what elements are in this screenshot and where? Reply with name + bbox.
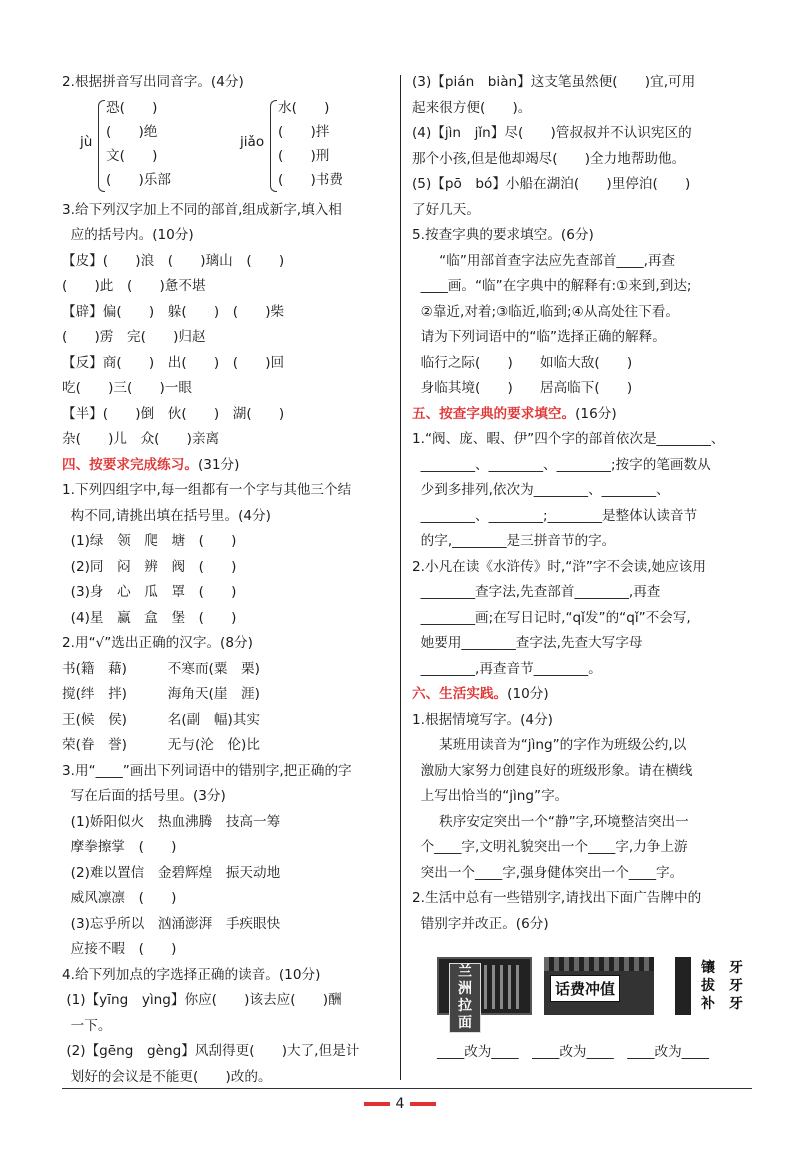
text-line: 【皮】( )浪 ( )璃山 ( ) bbox=[62, 252, 285, 269]
text-line: ____画。“临”在字典中的解释有:①来到,到达; bbox=[412, 278, 692, 294]
signboard-noodles bbox=[437, 957, 532, 1031]
text-line: 【辟】偏( ) 躲( ) ( )柴 bbox=[62, 303, 285, 320]
text-line: (3)忘乎所以 汹涌澎湃 手疾眼快 bbox=[62, 915, 281, 932]
page-number: 4 bbox=[395, 1096, 405, 1112]
brace-item: 水( ) bbox=[278, 99, 330, 116]
text-line: (3)【pián biàn】这支笔虽然便( )宜,可用 bbox=[412, 74, 696, 90]
text-line: 1.“阀、庞、暇、伊”四个字的部首依次是________、 bbox=[412, 431, 725, 447]
text-line: 3.给下列汉字加上不同的部首,组成新字,填入相 bbox=[62, 201, 342, 218]
section-4-title: 四、按要求完成练习。(31分) bbox=[62, 456, 240, 473]
signboard-dental bbox=[675, 957, 767, 1015]
text-line: 的字,________是三拼音节的字。 bbox=[412, 533, 616, 549]
text-line: 临行之际( ) 如临大敌( ) bbox=[412, 354, 633, 371]
brace-item: ( )书费 bbox=[278, 171, 343, 188]
text-line: 吃( )三( )一眼 bbox=[62, 380, 192, 396]
text-line: ________、________、________;按字的笔画数从 bbox=[412, 456, 711, 473]
jiao-brace bbox=[270, 100, 277, 192]
text-line: 一下。 bbox=[62, 1017, 112, 1034]
text-line: 那个小孩,但是他却竭尽( )全力地帮助他。 bbox=[412, 150, 686, 167]
text-line: 1.根据情境写字。(4分) bbox=[412, 711, 553, 728]
sign-phone-text: 话费冲值 bbox=[550, 975, 620, 1002]
text-line: (1)绿 领 爬 塘 ( ) bbox=[62, 533, 237, 549]
text-line: (2)同 闷 辨 阀 ( ) bbox=[62, 558, 237, 575]
section-5-title: 五、按查字典的要求填空。(16分) bbox=[412, 405, 617, 422]
text-line: 摩拳擦掌 ( ) bbox=[62, 839, 177, 855]
sign-phone-decor bbox=[544, 957, 654, 971]
text-line: 2.用“√”选出正确的汉字。(8分) bbox=[62, 635, 253, 651]
text-line: ________查字法,先查部首________,再查 bbox=[412, 584, 661, 600]
text-line: 【半】( )倒 伙( ) 湖( ) bbox=[62, 405, 285, 422]
text-line: ________、________;________是整体认读音节 bbox=[412, 507, 698, 524]
text-line: 上写出恰当的“jìng”字。 bbox=[412, 788, 569, 804]
text-line: 突出一个____字,强身健体突出一个____字。 bbox=[412, 864, 684, 881]
right-column bbox=[412, 70, 757, 937]
text-line: 划好的会议是不能更( )改的。 bbox=[62, 1068, 272, 1085]
text-line: ________画;在写日记时,“qǐ发”的“qǐ”不会写, bbox=[412, 609, 691, 626]
text-line: ( )此 ( )惫不堪 bbox=[62, 278, 206, 294]
text-line: 写在后面的括号里。(3分) bbox=[62, 788, 226, 804]
text-line: 起来很方便( )。 bbox=[412, 99, 532, 116]
sign-dental-text: 镶 牙 拔 牙 补 牙 bbox=[701, 960, 743, 1012]
text-line: 荣(眷 誉) 无与(沦 伦)比 bbox=[62, 737, 260, 753]
text-line: 搅(绊 拌) 海角天(崖 涯) bbox=[62, 686, 260, 702]
text-line: 5.按查字典的要求填空。(6分) bbox=[412, 227, 594, 243]
text-line: 王(候 侯) 名(副 幅)其实 bbox=[62, 711, 260, 728]
brace-item: ( )绝 bbox=[106, 123, 158, 140]
signboards bbox=[437, 957, 767, 1031]
text-line: (5)【pō bó】小船在湖泊( )里停泊( ) bbox=[412, 176, 691, 192]
footer-rule bbox=[62, 1088, 752, 1089]
text-line: “临”用部首查字法应先查部首____,再查 bbox=[412, 252, 676, 269]
text-line: 1.下列四组字中,每一组都有一个字与其他三个结 bbox=[62, 482, 352, 498]
text-line: 激励大家努力创建良好的班级形象。请在横线 bbox=[412, 762, 693, 779]
text-line: 2.根据拼音写出同音字。(4分) bbox=[62, 74, 244, 90]
section-6-title: 六、生活实践。(10分) bbox=[412, 686, 549, 702]
footer-dash-right bbox=[410, 1102, 436, 1106]
column-divider bbox=[400, 75, 401, 1080]
homophone-brace-block bbox=[62, 96, 392, 196]
text-line: ( )雳 完( )归赵 bbox=[62, 329, 206, 345]
text-line: 个____字,文明礼貌突出一个____字,力争上游 bbox=[412, 839, 688, 855]
text-line: 2.生活中总有一些错别字,请找出下面广告牌中的 bbox=[412, 890, 702, 906]
brace-item: 文( ) bbox=[106, 147, 158, 164]
brace-item: ( )刑 bbox=[278, 147, 330, 164]
text-line: 杂( )儿 众( )亲离 bbox=[62, 431, 220, 447]
jiao-pinyin: jiǎo bbox=[240, 133, 265, 150]
brace-item: ( )乐部 bbox=[106, 171, 171, 188]
sign-noodles-decor bbox=[484, 965, 524, 1009]
answer-line: ____改为____ ____改为____ ____改为____ bbox=[437, 1044, 709, 1060]
text-line: (4)星 赢 盒 堡 ( ) bbox=[62, 609, 237, 626]
page-footer bbox=[0, 1096, 800, 1112]
footer-dash-left bbox=[364, 1102, 390, 1106]
text-line: 秩序安定突出一个“静”字,环境整洁突出一 bbox=[412, 813, 689, 830]
text-line: 4.给下列加点的字选择正确的读音。(10分) bbox=[62, 966, 321, 983]
text-line: 威风凛凛 ( ) bbox=[62, 890, 177, 906]
brace-item: ( )拌 bbox=[278, 123, 330, 140]
sign-dental-decor bbox=[675, 957, 691, 1015]
ju-pinyin: jù bbox=[80, 133, 93, 150]
text-line: 3.用“____”画出下列词语中的错别字,把正确的字 bbox=[62, 762, 352, 779]
text-line: 应的括号内。(10分) bbox=[62, 227, 194, 243]
text-line: ②靠近,对着;③临近,临到;④从高处往下看。 bbox=[412, 303, 679, 320]
text-line: 请为下列词语中的“临”选择正确的解释。 bbox=[412, 329, 666, 345]
text-line: (3)身 心 瓜 罩 ( ) bbox=[62, 584, 237, 600]
text-line: 构不同,请挑出填在括号里。(4分) bbox=[62, 507, 271, 524]
text-line: 错别字并改正。(6分) bbox=[412, 915, 549, 932]
brace-item: 恐( ) bbox=[106, 99, 158, 116]
text-line: (2)难以置信 金碧辉煌 振天动地 bbox=[62, 864, 281, 881]
left-column bbox=[62, 70, 392, 1090]
text-line: 应接不暇 ( ) bbox=[62, 941, 177, 957]
ju-brace bbox=[98, 100, 105, 192]
text-line: ________,再查音节________。 bbox=[412, 660, 602, 677]
text-line: 【反】商( ) 出( ) ( )回 bbox=[62, 354, 285, 371]
text-line: (1)娇阳似火 热血沸腾 技高一筹 bbox=[62, 813, 281, 830]
text-line: 某班用读音为“jìng”的字作为班级公约,以 bbox=[412, 737, 687, 753]
text-line: (2)【gēng gèng】风刮得更( )大了,但是计 bbox=[62, 1043, 360, 1059]
text-line: 了好几天。 bbox=[412, 201, 480, 218]
text-line: (4)【jìn jǐn】尽( )管叔叔并不认识宪区的 bbox=[412, 125, 692, 141]
text-line: 身临其境( ) 居高临下( ) bbox=[412, 380, 633, 396]
text-line: (1)【yīng yìng】你应( )该去应( )酬 bbox=[62, 992, 342, 1008]
text-line: 2.小凡在读《水浒传》时,“浒”字不会读,她应该用 bbox=[412, 558, 706, 575]
sign-noodles-text: 兰 洲 拉 面 bbox=[449, 963, 481, 1033]
signboard-phone bbox=[544, 957, 654, 1015]
text-line: 书(籍 藉) 不寒而(粟 栗) bbox=[62, 660, 260, 677]
text-line: 她要用________查字法,先查大写字母 bbox=[412, 635, 643, 651]
text-line: 少到多排列,依次为________、________、 bbox=[412, 482, 670, 498]
